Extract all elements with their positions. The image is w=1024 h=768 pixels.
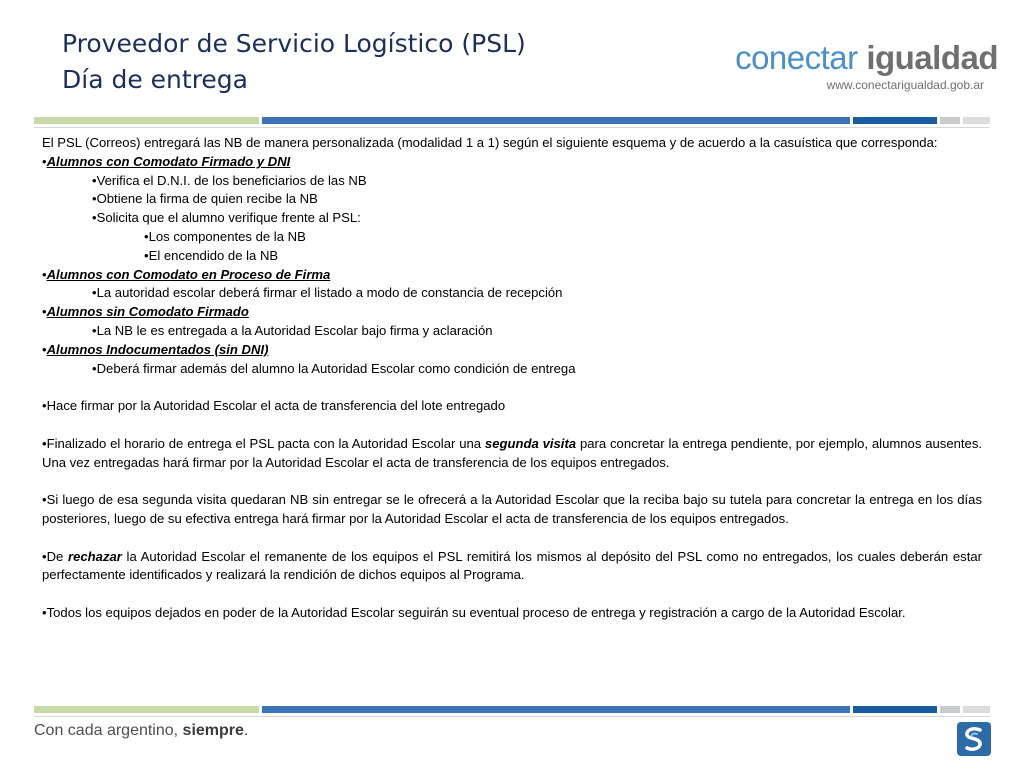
spacer [42,472,982,491]
footer-tagline [34,722,248,740]
bar-segment [34,117,259,124]
bar-segment [262,706,850,713]
list-item: •Solicita que el alumno verifique frente al PSL: [92,210,361,226]
paragraph-segunda-visita: •Si luego de esa segunda visita quedaran NB sin entregar se le ofrecerá a la Autoridad Escolar que la reciba bajo su tutela para concretar la entrega en los días posteriores, luego de su efectiva entrega hará firmar por la Autoridad Escolar el acta de transferencia de los equipos entregados. [42,492,982,526]
list-item: •La autoridad escolar deberá firmar el listado a modo de constancia de recepción [92,285,563,301]
conectar-igualdad-logo [708,40,998,92]
sub-list-item: •Los componentes de la NB [144,228,306,244]
intro-paragraph: El PSL (Correos) entregará las NB de manera personalizada (modalidad 1 a 1) según el siguiente esquema y de acuerdo a la casuística que corresponda: [42,135,938,150]
header-color-bar [34,117,990,124]
spacer [42,416,982,435]
spacer [42,529,982,548]
text-run: •De [42,548,68,564]
bar-segment [853,706,937,713]
emphasis-text: segunda visita [484,435,577,451]
list-item: •Verifica el D.N.I. de los beneficiarios de las NB [92,172,367,188]
bar-segment [34,706,259,713]
paragraph-acta: •Hace firmar por la Autoridad Escolar el acta de transferencia del lote entregado [42,398,506,414]
group-heading: Alumnos sin Comodato Firmado [46,304,249,320]
group-heading-row: •Alumnos Indocumentados (sin DNI) [42,341,269,357]
bar-segment [963,706,990,713]
bar-segment [262,117,850,124]
logo-word-igualdad: igualdad [866,39,998,76]
sub-list-item: •El encendido de la NB [144,247,279,263]
text-run: la Autoridad Escolar el remanente de los equipos el PSL remitirá los mismos al depósito del PSL como no entregados, los cuales deberán estar perfectamente identificados y realizará la rendición de dichos equipos al Programa. [42,548,982,583]
bar-segment [940,706,960,713]
tagline-period: . [243,722,249,739]
group-heading-row: •Alumnos con Comodato en Proceso de Firma [42,266,331,282]
list-item: •Deberá firmar además del alumno la Autoridad Escolar como condición de entrega [92,360,576,376]
bar-segment [963,117,990,124]
list-item: •Obtiene la firma de quien recibe la NB [92,191,318,207]
list-item: •La NB le es entregada a la Autoridad Escolar bajo firma y aclaración [92,322,493,338]
paragraph-todos: •Todos los equipos dejados en poder de la Autoridad Escolar seguirán su eventual proceso de entrega y registración a cargo de la Autoridad Escolar. [42,604,906,620]
title-line-2: Día de entrega [62,65,248,94]
group-heading: Alumnos Indocumentados (sin DNI) [46,341,269,357]
conectar-igualdad-s-icon [957,722,991,756]
logo-wordmark [708,40,998,76]
text-run: para concretar la entrega pendiente, por ejemplo, alumnos ausentes. Una vez entregadas hará firmar por la Autoridad Escolar el acta de transferencia de los equipos entregados. [42,435,983,470]
group-heading-row: •Alumnos sin Comodato Firmado [42,304,249,320]
title-line-1: Proveedor de Servicio Logístico (PSL) [62,29,526,58]
slide-body [42,134,982,623]
group-heading-row: •Alumnos con Comodato Firmado y DNI [42,153,291,169]
header-divider [34,127,990,128]
group-heading: Alumnos con Comodato Firmado y DNI [46,153,291,169]
page-title [62,26,526,98]
tagline-emphasis: siempre [182,722,244,739]
footer-divider [34,716,990,717]
footer-color-bar [34,706,990,713]
spacer [42,378,982,397]
bar-segment [940,117,960,124]
emphasis-text: rechazar [68,548,122,564]
bar-segment [853,117,937,124]
group-heading: Alumnos con Comodato en Proceso de Firma [46,266,331,282]
s-mark-icon [957,722,991,756]
paragraph-finalizado [42,435,982,473]
logo-url: www.conectarigualdad.gob.ar [826,78,984,92]
text-run: •Finalizado el horario de entrega el PSL pacta con la Autoridad Escolar una [42,435,485,451]
spacer [42,585,982,604]
tagline-text: Con cada argentino, [34,722,183,739]
logo-word-conectar: conectar [735,39,858,76]
paragraph-rechazar [42,548,982,586]
